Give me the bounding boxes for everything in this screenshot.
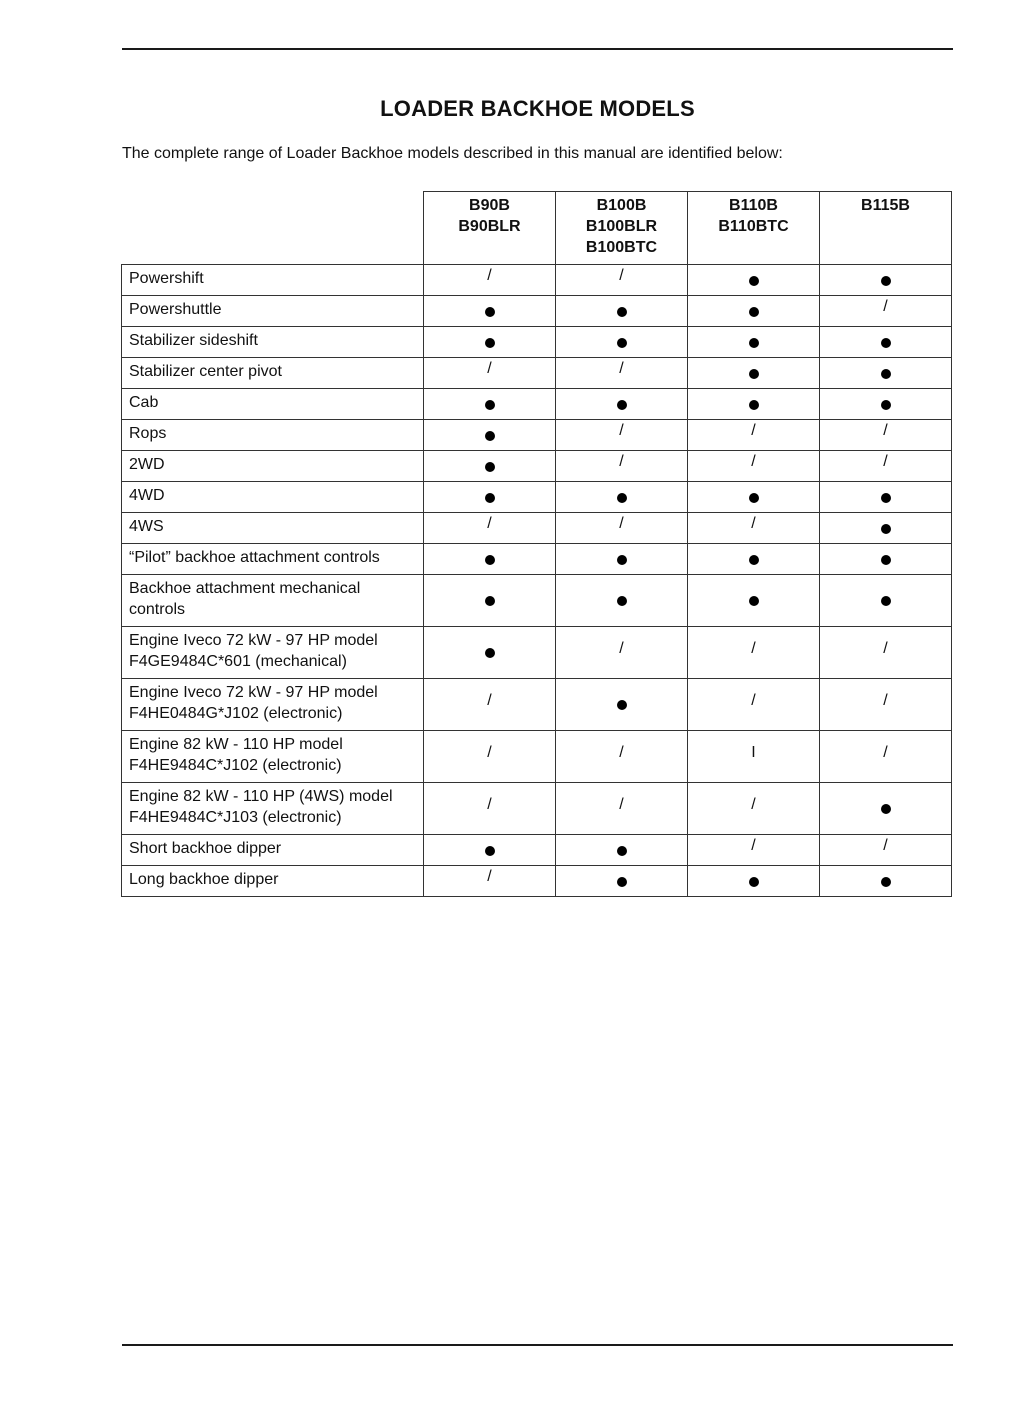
available-dot-icon bbox=[617, 846, 627, 856]
table-row bbox=[122, 544, 952, 575]
table-row bbox=[122, 451, 952, 482]
not-available-mark: / bbox=[751, 837, 756, 854]
not-available-mark: / bbox=[487, 515, 492, 532]
table-row bbox=[122, 731, 952, 783]
availability-cell bbox=[688, 389, 820, 420]
availability-cell bbox=[820, 420, 952, 451]
table-header-row bbox=[122, 192, 952, 265]
availability-cell bbox=[688, 544, 820, 575]
available-dot-icon bbox=[485, 431, 495, 441]
available-dot-icon bbox=[881, 400, 891, 410]
not-available-mark: / bbox=[487, 795, 492, 813]
availability-cell bbox=[424, 451, 556, 482]
available-dot-icon bbox=[749, 400, 759, 410]
available-dot-icon bbox=[749, 369, 759, 379]
availability-cell bbox=[688, 451, 820, 482]
availability-cell bbox=[424, 575, 556, 627]
availability-cell bbox=[820, 327, 952, 358]
availability-cell bbox=[556, 296, 688, 327]
availability-cell bbox=[556, 835, 688, 866]
availability-cell bbox=[820, 482, 952, 513]
availability-cell bbox=[424, 835, 556, 866]
feature-label: Stabilizer sideshift bbox=[122, 327, 424, 358]
header-blank-cell bbox=[122, 192, 424, 265]
table-row bbox=[122, 866, 952, 897]
feature-label: Engine Iveco 72 kW - 97 HP model F4GE9484C*601 (mechanical) bbox=[122, 627, 424, 679]
availability-cell bbox=[424, 327, 556, 358]
availability-cell bbox=[820, 679, 952, 731]
not-available-mark: / bbox=[751, 795, 756, 813]
availability-cell bbox=[556, 327, 688, 358]
available-dot-icon bbox=[881, 555, 891, 565]
available-dot-icon bbox=[485, 648, 495, 658]
availability-cell bbox=[820, 389, 952, 420]
available-dot-icon bbox=[617, 555, 627, 565]
availability-cell bbox=[688, 358, 820, 389]
available-dot-icon bbox=[749, 276, 759, 286]
availability-cell bbox=[820, 358, 952, 389]
available-dot-icon bbox=[617, 596, 627, 606]
available-dot-icon bbox=[485, 338, 495, 348]
feature-label: Engine 82 kW - 110 HP (4WS) model F4HE9484C*J103 (electronic) bbox=[122, 783, 424, 835]
model-header: B110B B110BTC bbox=[688, 192, 820, 265]
not-available-mark: / bbox=[883, 837, 888, 854]
availability-cell bbox=[820, 296, 952, 327]
availability-cell bbox=[820, 451, 952, 482]
availability-cell bbox=[820, 835, 952, 866]
not-available-mark: / bbox=[619, 422, 624, 439]
models-table bbox=[121, 191, 952, 897]
availability-cell bbox=[820, 544, 952, 575]
available-dot-icon bbox=[617, 877, 627, 887]
table-row bbox=[122, 679, 952, 731]
availability-cell bbox=[424, 679, 556, 731]
table-row bbox=[122, 835, 952, 866]
not-available-mark: / bbox=[883, 691, 888, 709]
available-dot-icon bbox=[749, 307, 759, 317]
availability-cell bbox=[688, 627, 820, 679]
availability-cell bbox=[820, 731, 952, 783]
availability-cell bbox=[556, 265, 688, 296]
availability-cell bbox=[556, 627, 688, 679]
available-dot-icon bbox=[749, 877, 759, 887]
availability-cell bbox=[688, 679, 820, 731]
not-available-mark: / bbox=[487, 691, 492, 709]
available-dot-icon bbox=[617, 307, 627, 317]
availability-cell bbox=[556, 482, 688, 513]
table-row bbox=[122, 358, 952, 389]
available-dot-icon bbox=[485, 462, 495, 472]
availability-cell bbox=[424, 866, 556, 897]
availability-cell bbox=[424, 420, 556, 451]
availability-cell bbox=[556, 731, 688, 783]
table-row bbox=[122, 575, 952, 627]
available-dot-icon bbox=[485, 400, 495, 410]
availability-cell bbox=[556, 451, 688, 482]
table-row bbox=[122, 265, 952, 296]
available-dot-icon bbox=[485, 596, 495, 606]
feature-label: Powershift bbox=[122, 265, 424, 296]
footer-rule bbox=[122, 1344, 953, 1346]
available-dot-icon bbox=[617, 493, 627, 503]
table-body bbox=[122, 265, 952, 897]
availability-cell bbox=[556, 679, 688, 731]
available-dot-icon bbox=[881, 276, 891, 286]
page-title: LOADER BACKHOE MODELS bbox=[380, 96, 695, 121]
available-dot-icon bbox=[749, 596, 759, 606]
feature-label: “Pilot” backhoe attachment controls bbox=[122, 544, 424, 575]
availability-cell bbox=[688, 482, 820, 513]
not-available-mark: / bbox=[751, 515, 756, 532]
not-available-mark: / bbox=[751, 691, 756, 709]
not-available-mark: / bbox=[619, 267, 624, 284]
availability-cell bbox=[688, 866, 820, 897]
table-row bbox=[122, 420, 952, 451]
not-available-mark: / bbox=[487, 267, 492, 284]
not-available-mark: / bbox=[619, 515, 624, 532]
availability-cell bbox=[688, 835, 820, 866]
not-available-mark: / bbox=[883, 639, 888, 657]
not-available-mark: / bbox=[619, 795, 624, 813]
feature-label: Powershuttle bbox=[122, 296, 424, 327]
available-dot-icon bbox=[881, 369, 891, 379]
feature-label: 4WD bbox=[122, 482, 424, 513]
available-dot-icon bbox=[881, 338, 891, 348]
feature-label: Engine 82 kW - 110 HP model F4HE9484C*J102 (electronic) bbox=[122, 731, 424, 783]
available-dot-icon bbox=[485, 307, 495, 317]
available-dot-icon bbox=[749, 555, 759, 565]
availability-cell bbox=[688, 513, 820, 544]
not-available-mark: / bbox=[883, 453, 888, 470]
header-rule bbox=[122, 48, 953, 50]
availability-cell bbox=[688, 783, 820, 835]
table-row bbox=[122, 783, 952, 835]
availability-cell bbox=[688, 327, 820, 358]
availability-cell bbox=[688, 296, 820, 327]
availability-cell bbox=[424, 513, 556, 544]
availability-cell bbox=[424, 296, 556, 327]
availability-cell bbox=[820, 866, 952, 897]
not-available-mark: / bbox=[883, 743, 888, 761]
not-available-mark: / bbox=[883, 422, 888, 439]
not-available-mark: / bbox=[883, 298, 888, 315]
availability-cell bbox=[424, 358, 556, 389]
availability-cell bbox=[556, 866, 688, 897]
availability-cell bbox=[556, 783, 688, 835]
availability-cell bbox=[820, 783, 952, 835]
available-dot-icon bbox=[485, 493, 495, 503]
model-header: B90B B90BLR bbox=[424, 192, 556, 265]
availability-cell bbox=[556, 544, 688, 575]
availability-cell bbox=[556, 358, 688, 389]
available-dot-icon bbox=[617, 400, 627, 410]
available-dot-icon bbox=[749, 338, 759, 348]
availability-cell bbox=[688, 265, 820, 296]
feature-label: Backhoe attachment mechanical controls bbox=[122, 575, 424, 627]
feature-label: Engine Iveco 72 kW - 97 HP model F4HE0484G*J102 (electronic) bbox=[122, 679, 424, 731]
feature-label: Short backhoe dipper bbox=[122, 835, 424, 866]
not-available-mark: / bbox=[619, 639, 624, 657]
available-dot-icon bbox=[881, 493, 891, 503]
not-available-mark: / bbox=[619, 453, 624, 470]
availability-cell bbox=[556, 420, 688, 451]
availability-cell bbox=[820, 265, 952, 296]
not-available-mark: / bbox=[487, 868, 492, 885]
feature-label: 2WD bbox=[122, 451, 424, 482]
availability-cell bbox=[820, 513, 952, 544]
feature-label: 4WS bbox=[122, 513, 424, 544]
availability-cell bbox=[424, 783, 556, 835]
availability-cell bbox=[424, 627, 556, 679]
table-row bbox=[122, 513, 952, 544]
availability-cell bbox=[820, 575, 952, 627]
table-row bbox=[122, 627, 952, 679]
not-available-mark: / bbox=[487, 360, 492, 377]
availability-cell bbox=[820, 627, 952, 679]
table-row bbox=[122, 296, 952, 327]
available-dot-icon bbox=[881, 524, 891, 534]
availability-cell bbox=[556, 575, 688, 627]
feature-label: Long backhoe dipper bbox=[122, 866, 424, 897]
feature-label: Cab bbox=[122, 389, 424, 420]
availability-cell bbox=[424, 731, 556, 783]
availability-cell bbox=[556, 513, 688, 544]
availability-cell bbox=[424, 389, 556, 420]
available-dot-icon bbox=[485, 555, 495, 565]
feature-label: Rops bbox=[122, 420, 424, 451]
availability-cell bbox=[688, 575, 820, 627]
not-available-mark: / bbox=[751, 639, 756, 657]
available-dot-icon bbox=[749, 493, 759, 503]
available-dot-icon bbox=[485, 846, 495, 856]
table-row bbox=[122, 389, 952, 420]
feature-label: Stabilizer center pivot bbox=[122, 358, 424, 389]
availability-cell bbox=[556, 389, 688, 420]
not-available-mark: I bbox=[751, 743, 756, 761]
not-available-mark: / bbox=[751, 422, 756, 439]
not-available-mark: / bbox=[487, 743, 492, 761]
availability-cell bbox=[424, 482, 556, 513]
table-row bbox=[122, 482, 952, 513]
available-dot-icon bbox=[617, 700, 627, 710]
availability-cell bbox=[424, 544, 556, 575]
model-header: B100B B100BLR B100BTC bbox=[556, 192, 688, 265]
intro-text: The complete range of Loader Backhoe models described in this manual are identified below: bbox=[122, 145, 783, 162]
model-header: B115B bbox=[820, 192, 952, 265]
available-dot-icon bbox=[881, 804, 891, 814]
not-available-mark: / bbox=[619, 743, 624, 761]
not-available-mark: / bbox=[619, 360, 624, 377]
availability-cell bbox=[688, 731, 820, 783]
available-dot-icon bbox=[881, 877, 891, 887]
availability-cell bbox=[424, 265, 556, 296]
availability-cell bbox=[688, 420, 820, 451]
table-row bbox=[122, 327, 952, 358]
available-dot-icon bbox=[881, 596, 891, 606]
not-available-mark: / bbox=[751, 453, 756, 470]
available-dot-icon bbox=[617, 338, 627, 348]
